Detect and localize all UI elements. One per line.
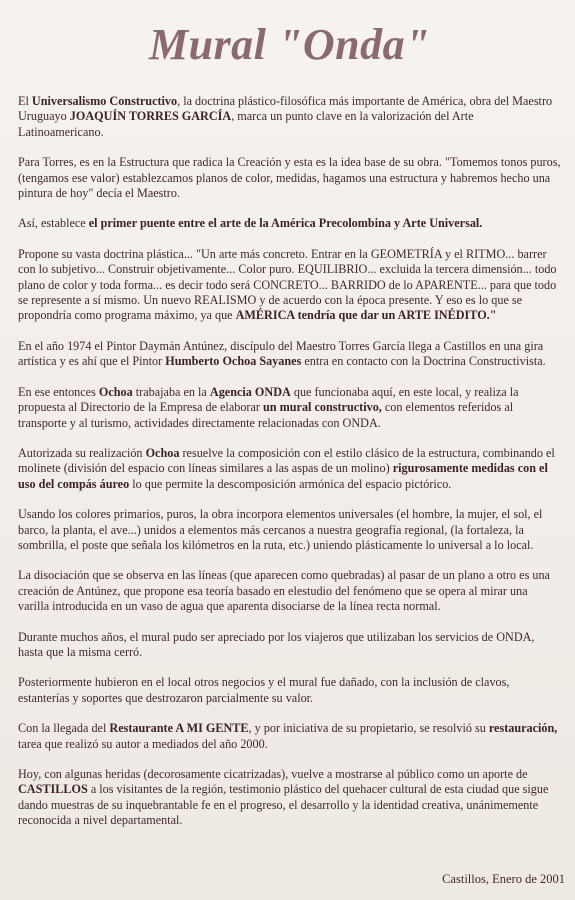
bold-text: Agencia ONDA	[209, 384, 291, 399]
bold-text: rigurosamente medidas con el uso del compás áureo	[18, 461, 548, 491]
bold-text: el primer puente entre el arte de la América Precolombina y Arte Universal.	[88, 216, 483, 231]
text-run: Así, establece	[18, 216, 89, 231]
paragraph-estructura: Para Torres, es en la Estructura que radica la Creación y esta es la idea base de su obra. "Tomemos tonos puros, (tengamos ese valor) establezcamos planos de color, medidas, hagamos una estructura y habremos hecho una pintura de hoy" decía el Maestro.	[18, 155, 561, 201]
bold-text: Universalismo Constructivo	[31, 94, 178, 108]
bold-text: Ochoa	[145, 445, 180, 460]
text-run: Con la llegada del	[18, 721, 110, 736]
text-run: con elementos referidos al transporte y al turismo, actividades directamente relacionadas con ONDA.	[18, 400, 514, 430]
text-run: Propone su vasta doctrina plástica... "Un arte más concreto. Entrar en la GEOMETRÍA y el RITMO... barrer con lo subjetivo... Construir objetivamente... Color puro. EQUILIBRIO... excluida la tercera dimensión... todo plano de color y toda forma... es decir todo será CONCRETO... BARRIDO de lo APARENTE... para que todo se represente a sí mismo. Un nuevo REALISMO y de acuerdo con la época presente. Y eso es lo que se propondría como programa máximo, ya que	[18, 246, 557, 323]
bold-text: Ochoa	[98, 384, 133, 399]
text-run: a los visitantes de la región, testimonio plástico del quehacer cultural de esta ciudad que sigue dando muestras de su inquebrantable fe en el progreso, el desarrollo y la identidad creativa, unánimemente reconocida a nivel departamental.	[18, 782, 549, 828]
text-run: , y por iniciativa de su propietario, se resolvió su	[248, 721, 489, 736]
text-run: , marca un punto clave en la valorización del Arte Latinoamericano.	[18, 109, 474, 139]
paragraph-composicion	[18, 446, 561, 492]
paragraph-agencia-onda	[18, 385, 561, 431]
paragraph-doctrina	[18, 247, 561, 324]
signature-date: Castillos, Enero de 2001	[442, 872, 565, 886]
text-run: , la doctrina plástico-filosófica más importante de América, obra del Maestro Uruguayo	[18, 94, 553, 124]
paragraph-disociacion: La disociación que se observa en las líneas (que aparecen como quebradas) al pasar de un plano a otro es una creación de Antúnez, que propone esa teoría basado en elestudio del fenómeno que se opera al mirar una varilla introducida en un vaso de agua que aparenta disociarse de la línea recta normal.	[18, 568, 550, 614]
text-run: lo que permite la descomposición armónica del espacio pictórico.	[129, 476, 452, 491]
bold-text: Humberto Ochoa Sayanes	[165, 354, 302, 369]
paragraph-colores: Usando los colores primarios, puros, la obra incorpora elementos universales (el hombre, la mujer, el sol, el barco, la planta, el ave...) unidos a elementos más cercanos a nuestra geografía regional, (la fortaleza, la sombrilla, el poste que señala los kilómetros en la ruta, etc.) uniendo plásticamente lo universal a lo local.	[18, 507, 543, 552]
bold-text: restauración,	[488, 721, 558, 736]
paragraph-restauracion	[18, 721, 561, 752]
text-run: que funcionaba aquí, en este local, y realiza la propuesta al Directorio de la Empresa de elaborar	[18, 384, 519, 415]
paragraph-danado: Posteriormente hubieron en el local otros negocios y el mural fue dañado, con la inclusión de clavos, estanterías y soportes que destrozaron parcialmente su valor.	[18, 675, 510, 705]
paragraph-1974	[18, 339, 561, 370]
text-run: tarea que realizó su autor a mediados del año 2000.	[18, 736, 268, 751]
bold-text: CASTILLOS	[18, 782, 88, 797]
bold-text: un mural constructivo,	[263, 400, 382, 415]
text-run: En ese entonces	[18, 384, 99, 399]
text-run: trabajaba en la	[132, 384, 210, 399]
bold-text: Restaurante A MI GENTE	[109, 721, 249, 736]
paragraph-hoy	[18, 767, 561, 829]
text-run: entra en contacto con la Doctrina Constructivista.	[301, 354, 546, 369]
bold-text: JOAQUÍN TORRES GARCÍA	[69, 109, 232, 124]
paragraph-universalismo	[18, 94, 561, 140]
text-run: resuelve la composición con el estilo clásico de la estructura, combinando el molinete (división del espacio con líneas similares a las aspas de un molino)	[18, 445, 555, 476]
text-run: Autorizada su realización	[18, 445, 146, 460]
text-run: Hoy, con algunas heridas (decorosamente cicatrizadas), vuelve a mostrarse al público como un aporte de	[18, 767, 528, 781]
text-run: El	[18, 94, 32, 108]
paragraph-viajeros: Durante muchos años, el mural pudo ser apreciado por los viajeros que utilizaban los servicios de ONDA, hasta que la misma cerró.	[18, 629, 535, 659]
text-run: En el año 1974 el Pintor Daymán Antúnez, discípulo del Maestro Torres García llega a Castillos en una gira artística y es ahí que el Pintor	[18, 338, 544, 369]
paragraph-puente	[18, 216, 561, 231]
bold-text: AMÉRICA tendría que dar un ARTE INÉDITO."	[235, 308, 497, 323]
page-title: Mural "Onda"	[148, 20, 431, 69]
